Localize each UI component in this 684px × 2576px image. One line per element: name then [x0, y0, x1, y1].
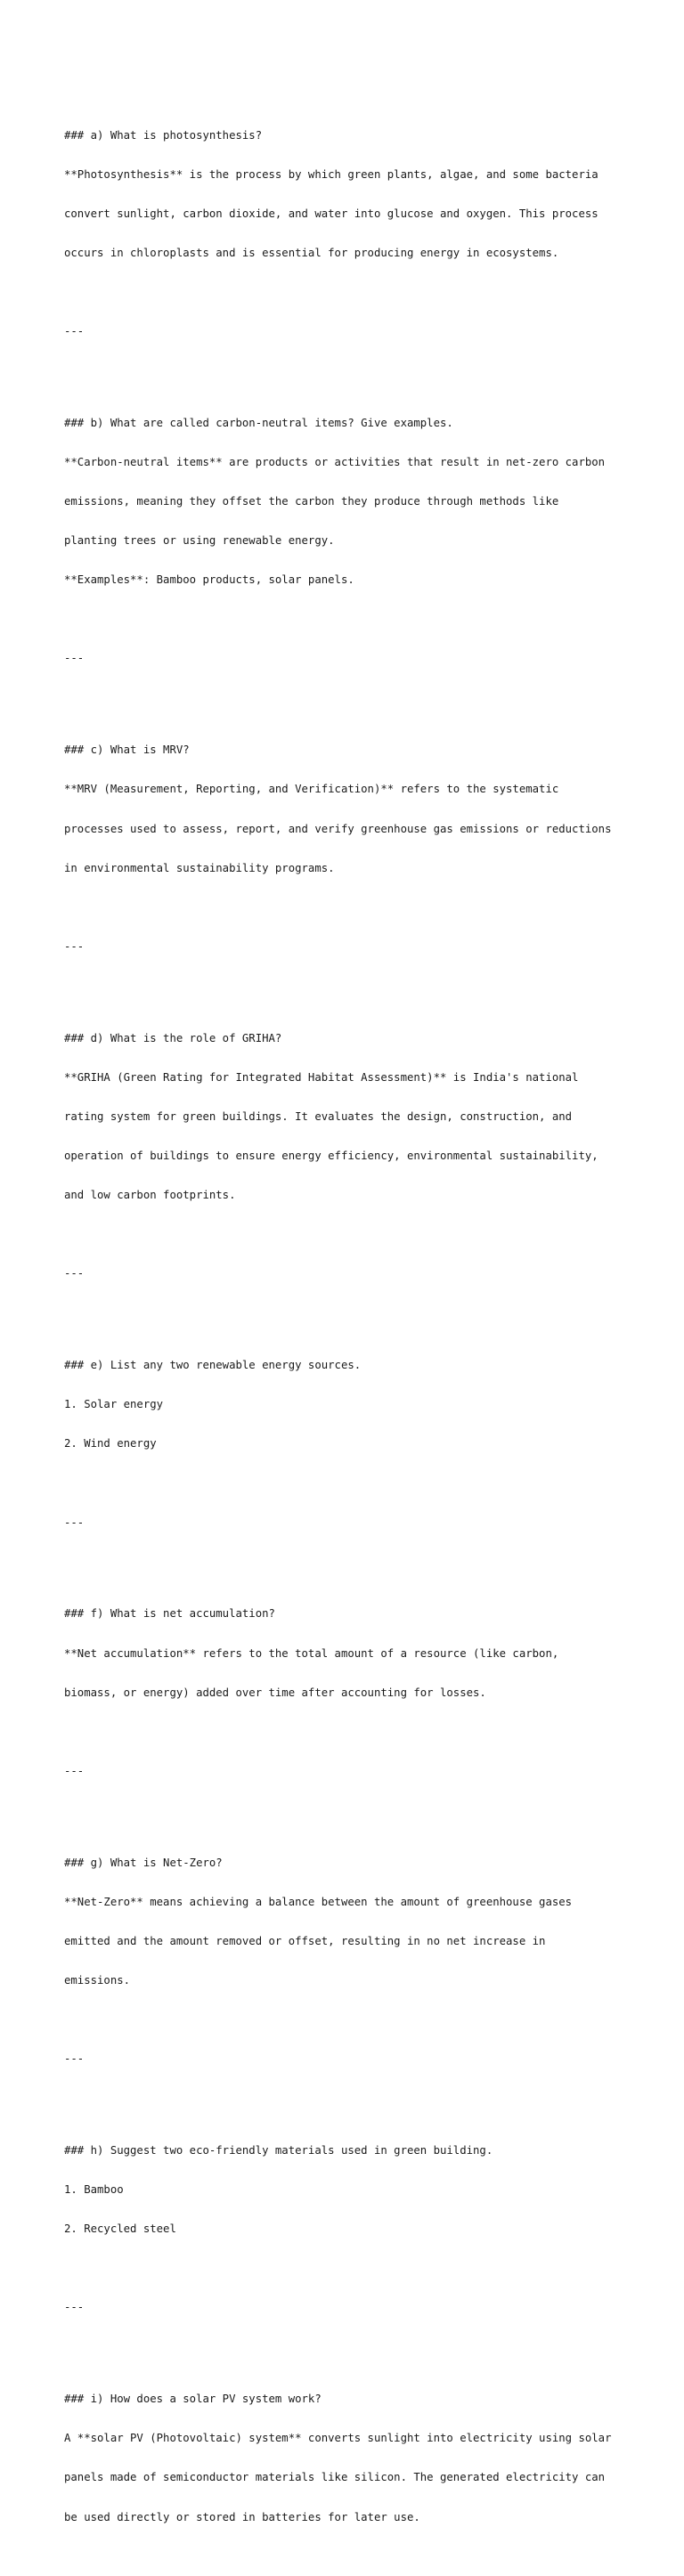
- section-e: [64, 1333, 634, 1477]
- section-body-line: in environmental sustainability programs.: [64, 861, 335, 874]
- section-body-line: **Examples**: Bamboo products, solar panels.: [64, 573, 354, 587]
- section-separator: ---: [64, 1267, 85, 1280]
- section-heading: ### c) What is MRV?: [64, 744, 190, 757]
- section-body-line: operation of buildings to ensure energy efficiency, environmental sustainability,: [64, 1149, 598, 1162]
- section-b: [64, 390, 634, 613]
- section-separator: ---: [64, 324, 85, 337]
- section-separator: ---: [64, 939, 85, 953]
- section-separator: ---: [64, 1764, 85, 1777]
- section-body-line: be used directly or stored in batteries for later use.: [64, 2510, 420, 2523]
- section-i: [64, 2367, 634, 2550]
- section-heading: ### i) How does a solar PV system work?: [64, 2393, 322, 2406]
- section-body-line: panels made of semiconductor materials like silicon. The generated electricity can: [64, 2471, 606, 2484]
- document-page: [64, 63, 634, 2576]
- list-item: 1. Solar energy: [64, 1398, 164, 1411]
- section-body-line: convert sunlight, carbon dioxide, and water into glucose and oxygen. This process: [64, 207, 598, 220]
- section-body-line: processes used to assess, report, and verify greenhouse gas emissions or reductions: [64, 822, 612, 835]
- section-body-line: **Net-Zero** means achieving a balance between the amount of greenhouse gases: [64, 1895, 573, 1908]
- section-separator: ---: [64, 2052, 85, 2066]
- section-heading: ### d) What is the role of GRIHA?: [64, 1031, 282, 1044]
- section-body-line: **Carbon-neutral items** are products or activities that result in net-zero carbon: [64, 455, 606, 468]
- section-body-line: emissions.: [64, 1973, 131, 1987]
- section-body-line: biomass, or energy) added over time after accounting for losses.: [64, 1686, 486, 1699]
- section-body-line: and low carbon footprints.: [64, 1189, 236, 1202]
- list-item: 2. Wind energy: [64, 1437, 157, 1451]
- list-item: 1. Bamboo: [64, 2183, 124, 2197]
- section-heading: ### f) What is net accumulation?: [64, 1607, 275, 1621]
- section-f: [64, 1581, 634, 1726]
- section-h: [64, 2118, 634, 2263]
- section-d: [64, 1005, 634, 1228]
- section-heading: ### h) Suggest two eco-friendly materials used in green building.: [64, 2144, 493, 2158]
- section-a: [64, 102, 634, 286]
- section-body-line: **Photosynthesis** is the process by which green plants, algae, and some bacteria: [64, 167, 598, 181]
- section-separator: ---: [64, 1516, 85, 1529]
- section-body-line: **GRIHA (Green Rating for Integrated Habitat Assessment)** is India's national: [64, 1070, 579, 1084]
- section-body-line: **Net accumulation** refers to the total amount of a resource (like carbon,: [64, 1646, 559, 1660]
- section-separator: ---: [64, 652, 85, 665]
- section-separator: ---: [64, 2301, 85, 2314]
- section-g: [64, 1830, 634, 2013]
- section-heading: ### e) List any two renewable energy sources.: [64, 1359, 362, 1372]
- section-body-line: occurs in chloroplasts and is essential for producing energy in ecosystems.: [64, 246, 559, 259]
- section-body-line: rating system for green buildings. It evaluates the design, construction, and: [64, 1109, 573, 1123]
- section-body-line: planting trees or using renewable energy.: [64, 534, 335, 548]
- section-body-line: A **solar PV (Photovoltaic) system** converts sunlight into electricity using solar: [64, 2432, 612, 2445]
- section-c: [64, 718, 634, 901]
- list-item: 2. Recycled steel: [64, 2223, 176, 2236]
- section-heading: ### b) What are called carbon-neutral items? Give examples.: [64, 416, 453, 429]
- section-heading: ### a) What is photosynthesis?: [64, 128, 263, 142]
- section-body-line: **MRV (Measurement, Reporting, and Verification)** refers to the systematic: [64, 783, 559, 796]
- section-heading: ### g) What is Net-Zero?: [64, 1856, 223, 1869]
- section-body-line: emitted and the amount removed or offset, resulting in no net increase in: [64, 1934, 546, 1947]
- section-body-line: emissions, meaning they offset the carbon they produce through methods like: [64, 495, 559, 508]
